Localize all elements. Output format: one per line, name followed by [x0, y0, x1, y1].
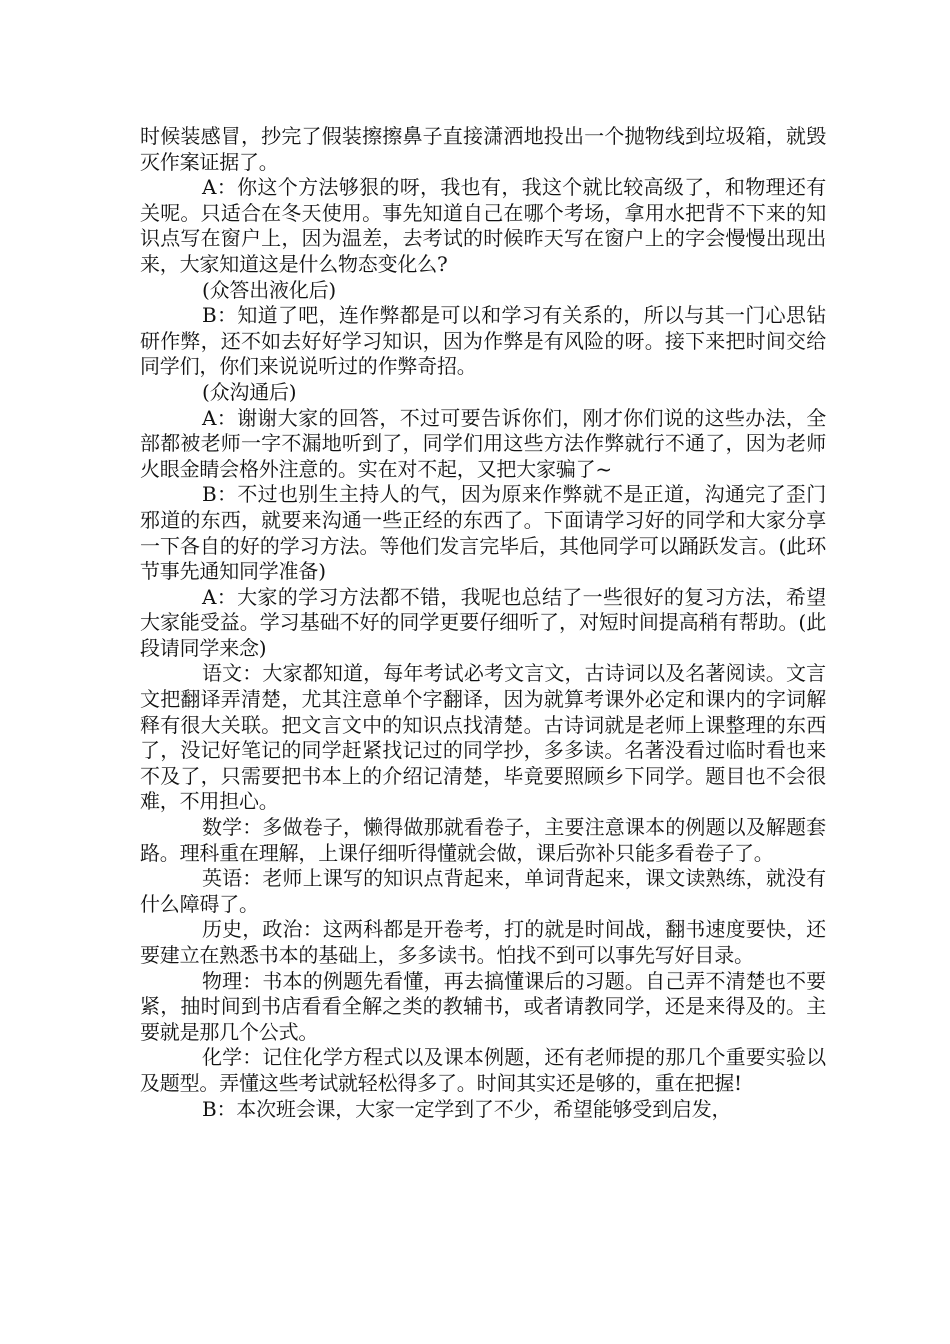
- paragraph-stage-note: (众答出液化后): [202, 277, 337, 302]
- paragraph-english: 英语：老师上课写的知识点背起来，单词背起来，课文读熟练，就没有什么障碍了。: [140, 866, 826, 916]
- paragraph-a-thanks: A：谢谢大家的回答，不过可要告诉你们，刚才你们说的这些办法，全部都被老师一字不漏地听到了，同学们用这些方法作弊就行不通了，因为老师火眼金睛会格外注意的。实在对不起，又把大家骗了~: [140, 405, 826, 481]
- paragraph-physics: 物理：书本的例题先看懂，再去搞懂课后的习题。自己弄不清楚也不要紧，抽时间到书店看看全解之类的教辅书，或者请教同学，还是来得及的。主要就是那几个公式。: [140, 968, 826, 1044]
- paragraph-math: 数学：多做卷子，懒得做那就看卷子，主要注意课本的例题以及解题套路。理科重在理解，上课仔细听得懂就会做，课后弥补只能多看卷子了。: [140, 815, 826, 865]
- paragraph-continuation: 时候装感冒，抄完了假装擦擦鼻子直接潇洒地投出一个抛物线到垃圾箱，就毁灭作案证据了。: [140, 124, 826, 174]
- paragraph-stage-note: (众沟通后): [202, 379, 297, 404]
- paragraph-b-study: B：知道了吧，连作弊都是可以和学习有关系的，所以与其一门心思钻研作弊，还不如去好好学习知识，因为作弊是有风险的呀。接下来把时间交给同学们，你们来说说听过的作弊奇招。: [140, 303, 826, 379]
- paragraph-a-summary: A：大家的学习方法都不错，我呢也总结了一些很好的复习方法，希望大家能受益。学习基础不好的同学更要仔细听了，对短时间提高稍有帮助。(此段请同学来念): [140, 584, 826, 660]
- paragraph-chinese: 语文：大家都知道，每年考试必考文言文，古诗词以及名著阅读。文言文把翻译弄清楚，尤其注意单个字翻译，因为就算考课外必定和课内的字词解释有很大关联。把文言文中的知识点找清楚。古诗词就是老师上课整理的东西了，没记好笔记的同学赶紧找记过的同学抄，多多读。名著没看过临时看也来不及了，只需要把书本上的介绍记清楚，毕竟要照顾乡下同学。题目也不会很难，不用担心。: [140, 661, 826, 814]
- document-body: [140, 124, 826, 1122]
- paragraph-b-closing: B：本次班会课，大家一定学到了不少，希望能够受到启发，: [202, 1096, 732, 1121]
- paragraph-history-politics: 历史，政治：这两科都是开卷考，打的就是时间战，翻书速度要快，还要建立在熟悉书本的基础上，多多读书。怕找不到可以事先写好目录。: [140, 917, 826, 967]
- paragraph-a-physics-trick: A：你这个方法够狠的呀，我也有，我这个就比较高级了，和物理还有关呢。只适合在冬天使用。事先知道自己在哪个考场，拿用水把背不下来的知识点写在窗户上，因为温差，去考试的时候昨天写在窗户上的字会慢慢出现出来，大家知道这是什么物态变化么?: [140, 175, 826, 276]
- paragraph-chemistry: 化学：记住化学方程式以及课本例题，还有老师提的那几个重要实验以及题型。弄懂这些考试就轻松得多了。时间其实还是够的，重在把握!: [140, 1045, 826, 1095]
- paragraph-b-share-methods: B：不过也别生主持人的气，因为原来作弊就不是正道，沟通完了歪门邪道的东西，就要来沟通一些正经的东西了。下面请学习好的同学和大家分享一下各自的好的学习方法。等他们发言完毕后，其他同学可以踊跃发言。(此环节事先通知同学准备): [140, 482, 826, 584]
